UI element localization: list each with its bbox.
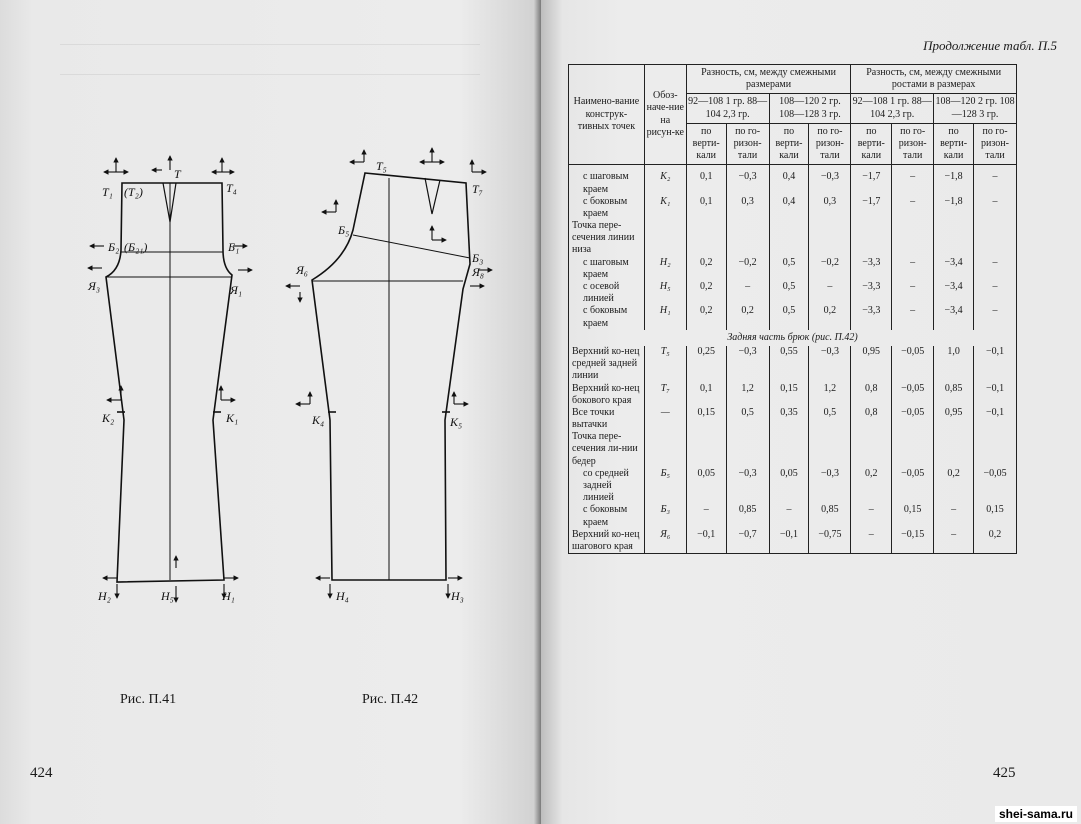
point-symbol: Н₅ [644, 281, 686, 305]
left-page-number: 424 [30, 765, 53, 781]
value-cell: −0,1 [769, 529, 809, 554]
value-cell: −0,2 [809, 257, 851, 281]
value-cell: −0,05 [892, 407, 934, 431]
label-Ya1: Я₁ [230, 283, 243, 297]
value-cell: 0,5 [769, 281, 809, 305]
value-cell: −0,3 [809, 346, 851, 383]
value-cell: – [809, 281, 851, 305]
section-title: Задняя часть брюк (рис. П.42) [569, 330, 1017, 346]
table-row [569, 529, 1017, 554]
value-cell: – [934, 529, 974, 554]
value-cell: −0,3 [726, 468, 769, 505]
value-cell: – [974, 281, 1017, 305]
value-cell: −0,75 [809, 529, 851, 554]
grading-table [568, 64, 1017, 554]
point-name: со средней задней линией [569, 468, 645, 505]
value-cell: 0,1 [686, 196, 726, 220]
table-continuation-title: Продолжение табл. П.5 [923, 38, 1057, 53]
value-cell [892, 220, 934, 257]
label-K1: К₁ [226, 411, 239, 425]
point-name: с боковым краем [569, 504, 645, 528]
table-row [569, 220, 1017, 257]
value-cell: 0,5 [769, 257, 809, 281]
value-cell: – [934, 504, 974, 528]
point-symbol: — [644, 407, 686, 431]
point-symbol [644, 220, 686, 257]
value-cell: 0,2 [686, 257, 726, 281]
value-cell: – [769, 504, 809, 528]
value-cell: −3,4 [934, 305, 974, 329]
value-cell: 0,85 [934, 383, 974, 407]
value-cell: 0,2 [934, 468, 974, 505]
label-H3: Н₃ [451, 589, 464, 603]
label-B2: Б₂ [108, 240, 120, 254]
value-cell: 0,3 [726, 196, 769, 220]
value-cell: – [726, 281, 769, 305]
value-cell: −3,3 [851, 257, 892, 281]
value-cell: 0,2 [686, 281, 726, 305]
header-range: 108—120 2 гр. 108—128 3 гр. [934, 94, 1017, 123]
value-cell: – [892, 196, 934, 220]
label-B1: Б₁ [228, 240, 240, 254]
value-cell [769, 431, 809, 468]
value-cell [974, 431, 1017, 468]
section-row [569, 330, 1017, 346]
value-cell [892, 431, 934, 468]
value-cell: 1,2 [726, 383, 769, 407]
value-cell [974, 220, 1017, 257]
value-cell: −3,4 [934, 257, 974, 281]
label-T1: T₁ [102, 185, 113, 199]
back-hip-line [353, 235, 470, 258]
value-cell [686, 220, 726, 257]
point-name: с боковым краем [569, 305, 645, 329]
value-cell: −3,3 [851, 305, 892, 329]
value-cell: −0,05 [892, 383, 934, 407]
value-cell: 0,3 [809, 196, 851, 220]
fig41-caption: Рис. П.41 [120, 692, 177, 707]
value-cell: 0,4 [769, 196, 809, 220]
table-row [569, 504, 1017, 528]
value-cell: 0,2 [686, 305, 726, 329]
value-cell: −0,1 [686, 529, 726, 554]
label-H2: Н₂ [98, 589, 111, 603]
value-cell: −0,05 [892, 468, 934, 505]
value-cell: 1,0 [934, 346, 974, 383]
point-name: Верхний ко-нец шагового края [569, 529, 645, 554]
header-vertical: по верти-кали [686, 123, 726, 165]
value-cell: 0,2 [726, 305, 769, 329]
value-cell: – [974, 305, 1017, 329]
value-cell [769, 220, 809, 257]
value-cell: −0,3 [809, 165, 851, 196]
header-horizontal: по го-ризон-тали [974, 123, 1017, 165]
value-cell: 0,95 [851, 346, 892, 383]
value-cell: 0,1 [686, 383, 726, 407]
right-page-number: 425 [993, 765, 1016, 781]
value-cell: 1,2 [809, 383, 851, 407]
table-row [569, 257, 1017, 281]
value-cell: −0,2 [726, 257, 769, 281]
header-size-diff: Разность, см, между смежными размерами [686, 65, 851, 94]
point-symbol: Т₇ [644, 383, 686, 407]
value-cell: – [892, 257, 934, 281]
label-B3: Б₃ [472, 251, 484, 265]
value-cell [809, 431, 851, 468]
table-row [569, 281, 1017, 305]
back-trouser-outline [312, 173, 470, 580]
label-H5: Н₅ [161, 589, 174, 603]
watermark: shei-sama.ru [995, 806, 1077, 822]
header-horizontal: по го-ризон-тали [726, 123, 769, 165]
value-cell: 0,15 [686, 407, 726, 431]
value-cell: 0,15 [974, 504, 1017, 528]
value-cell: – [974, 196, 1017, 220]
header-vertical: по верти-кали [934, 123, 974, 165]
value-cell: 0,35 [769, 407, 809, 431]
value-cell: −3,3 [851, 281, 892, 305]
label-B5: Б₅ [338, 223, 350, 237]
value-cell [851, 431, 892, 468]
table-row [569, 346, 1017, 383]
value-cell: – [892, 305, 934, 329]
label-T5: T₅ [376, 159, 387, 173]
table-row [569, 383, 1017, 407]
label-T7: T₇ [472, 182, 483, 196]
value-cell: 0,05 [686, 468, 726, 505]
point-symbol [644, 431, 686, 468]
value-cell: −0,3 [726, 165, 769, 196]
point-name: Верхний ко-нец средней задней линии [569, 346, 645, 383]
value-cell: −1,7 [851, 165, 892, 196]
value-cell: 0,5 [726, 407, 769, 431]
value-cell: −3,4 [934, 281, 974, 305]
header-range: 108—120 2 гр. 108—128 3 гр. [769, 94, 851, 123]
header-point-name: Наимено-вание конструк-тивных точек [569, 65, 645, 165]
header-symbol: Обоз-наче-ние на рисун-ке [644, 65, 686, 165]
point-name: с шаговым краем [569, 257, 645, 281]
point-symbol: К₂ [644, 165, 686, 196]
table-row [569, 407, 1017, 431]
value-cell: 0,55 [769, 346, 809, 383]
header-range: 92—108 1 гр. 88—104 2,3 гр. [851, 94, 934, 123]
point-name: Точка пере-сечения ли-нии бедер [569, 431, 645, 468]
table-row [569, 468, 1017, 505]
value-cell: −0,1 [974, 346, 1017, 383]
pattern-figures [0, 0, 541, 700]
header-range: 92—108 1 гр. 88—104 2,3 гр. [686, 94, 769, 123]
value-cell: 0,15 [769, 383, 809, 407]
label-Ya3: Я₃ [88, 279, 101, 293]
table-row [569, 305, 1017, 329]
value-cell [686, 431, 726, 468]
value-cell: – [851, 504, 892, 528]
label-H4: Н₄ [336, 589, 349, 603]
value-cell [809, 220, 851, 257]
value-cell: 0,8 [851, 407, 892, 431]
point-name: Верхний ко-нец бокового края [569, 383, 645, 407]
header-horizontal: по го-ризон-тали [809, 123, 851, 165]
value-cell: −0,15 [892, 529, 934, 554]
value-cell: – [892, 165, 934, 196]
value-cell: −0,05 [892, 346, 934, 383]
value-cell: – [686, 504, 726, 528]
value-cell [851, 220, 892, 257]
fig42-caption: Рис. П.42 [362, 692, 419, 707]
value-cell: 0,2 [974, 529, 1017, 554]
header-vertical: по верти-кали [769, 123, 809, 165]
label-Ya6: Я₆ [296, 263, 309, 277]
value-cell: 0,8 [851, 383, 892, 407]
point-symbol: Б₅ [644, 468, 686, 505]
right-page [541, 0, 1081, 824]
value-cell: 0,5 [769, 305, 809, 329]
value-cell: −0,05 [974, 468, 1017, 505]
value-cell: 0,95 [934, 407, 974, 431]
label-K5: К₅ [450, 415, 463, 429]
point-symbol: Б₃ [644, 504, 686, 528]
label-B21: (Б₂₁) [124, 240, 148, 254]
value-cell: −0,1 [974, 383, 1017, 407]
value-cell: 0,1 [686, 165, 726, 196]
point-name: с боковым краем [569, 196, 645, 220]
value-cell [726, 431, 769, 468]
point-symbol: Т₅ [644, 346, 686, 383]
back-dart [425, 178, 440, 214]
label-Ya8: Я₈ [472, 265, 485, 279]
header-height-diff: Разность, см, между смежными ростами в размерах [851, 65, 1017, 94]
value-cell: 0,15 [892, 504, 934, 528]
label-T2: (T₂) [124, 185, 143, 199]
label-K4: К₄ [312, 413, 325, 427]
point-name: Все точки вытачки [569, 407, 645, 431]
value-cell: 0,5 [809, 407, 851, 431]
value-cell: −1,7 [851, 196, 892, 220]
value-cell: 0,85 [809, 504, 851, 528]
label-H1: Н₁ [222, 589, 235, 603]
value-cell: 0,2 [809, 305, 851, 329]
header-horizontal: по го-ризон-тали [892, 123, 934, 165]
value-cell: – [892, 281, 934, 305]
value-cell: 0,4 [769, 165, 809, 196]
value-cell: 0,05 [769, 468, 809, 505]
value-cell: −1,8 [934, 196, 974, 220]
value-cell: – [974, 257, 1017, 281]
point-symbol: Я₆ [644, 529, 686, 554]
value-cell [934, 431, 974, 468]
point-name: с осевой линией [569, 281, 645, 305]
point-symbol: Н₂ [644, 257, 686, 281]
table-row [569, 431, 1017, 468]
point-symbol: Н₁ [644, 305, 686, 329]
table-row [569, 165, 1017, 196]
value-cell: −0,3 [809, 468, 851, 505]
label-K2: К₂ [102, 411, 115, 425]
value-cell: −0,7 [726, 529, 769, 554]
point-symbol: К₁ [644, 196, 686, 220]
point-name: с шаговым краем [569, 165, 645, 196]
header-vertical: по верти-кали [851, 123, 892, 165]
label-T4: T₄ [226, 181, 237, 195]
value-cell: – [851, 529, 892, 554]
value-cell: −1,8 [934, 165, 974, 196]
value-cell: −0,1 [974, 407, 1017, 431]
label-T: T [174, 167, 181, 181]
value-cell: 0,2 [851, 468, 892, 505]
value-cell: −0,3 [726, 346, 769, 383]
value-cell: – [974, 165, 1017, 196]
value-cell [934, 220, 974, 257]
table-row [569, 196, 1017, 220]
value-cell: 0,85 [726, 504, 769, 528]
value-cell: 0,25 [686, 346, 726, 383]
point-name: Точка пере-сечения линии низа [569, 220, 645, 257]
value-cell [726, 220, 769, 257]
